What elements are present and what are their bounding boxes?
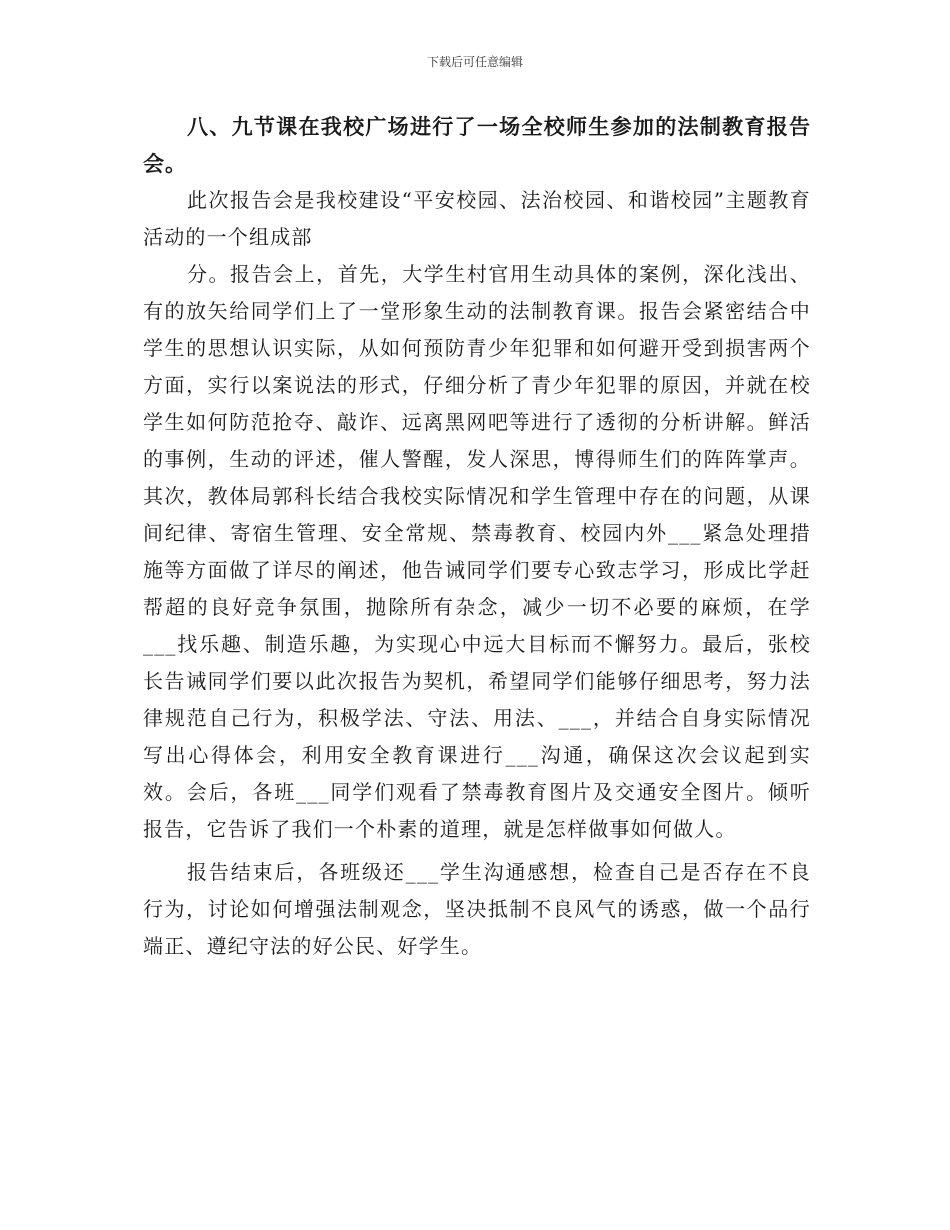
paragraph-main: 分。报告会上，首先，大学生村官用生动具体的案例，深化浅出、有的放矢给同学们上了一堂形象生动的法制教育课。报告会紧密结合中学生的思想认识实际，从如何预防青少年犯罪和如何避开受到损害两个方面，实行以案说法的形式，仔细分析了青少年犯罪的原因，并就在校学生如何防范抢夺、敲诈、远离黑网吧等进行了透彻的分析讲解。鲜活的事例，生动的评述，催人警醒，发人深思，博得师生们的阵阵掌声。其次，教体局郭科长结合我校实际情况和学生管理中存在的问题，从课间纪律、寄宿生管理、安全常规、禁毒教育、校园内外___紧急处理措施等方面做了详尽的阐述，他告诫同学们要专心致志学习，形成比学赶帮超的良好竞争氛围，抛除所有杂念，减少一切不必要的麻烦，在学___找乐趣、制造乐趣，为实现心中远大目标而不懈努力。最后，张校长告诫同学们要以此次报告为契机，希望同学们能够仔细思考，努力法律规范自己行为，积极学法、守法、用法、___，并结合自身实际情况写出心得体会，利用安全教育课进行___沟通，确保这次会议起到实效。会后，各班___同学们观看了禁毒教育图片及交通安全图片。倾听报告，它告诉了我们一个朴素的道理，就是怎样做事如何做人。 xyxy=(143,262,811,841)
document-body xyxy=(143,108,811,965)
page-header-note: 下载后可任意编辑 xyxy=(426,55,523,69)
paragraph-conclusion: 报告结束后，各班级还___学生沟通感想，检查自己是否存在不良行为，讨论如何增强法制观念，坚决抵制不良风气的诱惑，做一个品行端正、遵纪守法的好公民、好学生。 xyxy=(143,860,811,958)
paragraph-intro: 此次报告会是我校建设“平安校园、法治校园、和谐校园”主题教育活动的一个组成部 xyxy=(143,188,811,249)
section-heading: 八、九节课在我校广场进行了一场全校师生参加的法制教育报告会。 xyxy=(143,114,811,176)
